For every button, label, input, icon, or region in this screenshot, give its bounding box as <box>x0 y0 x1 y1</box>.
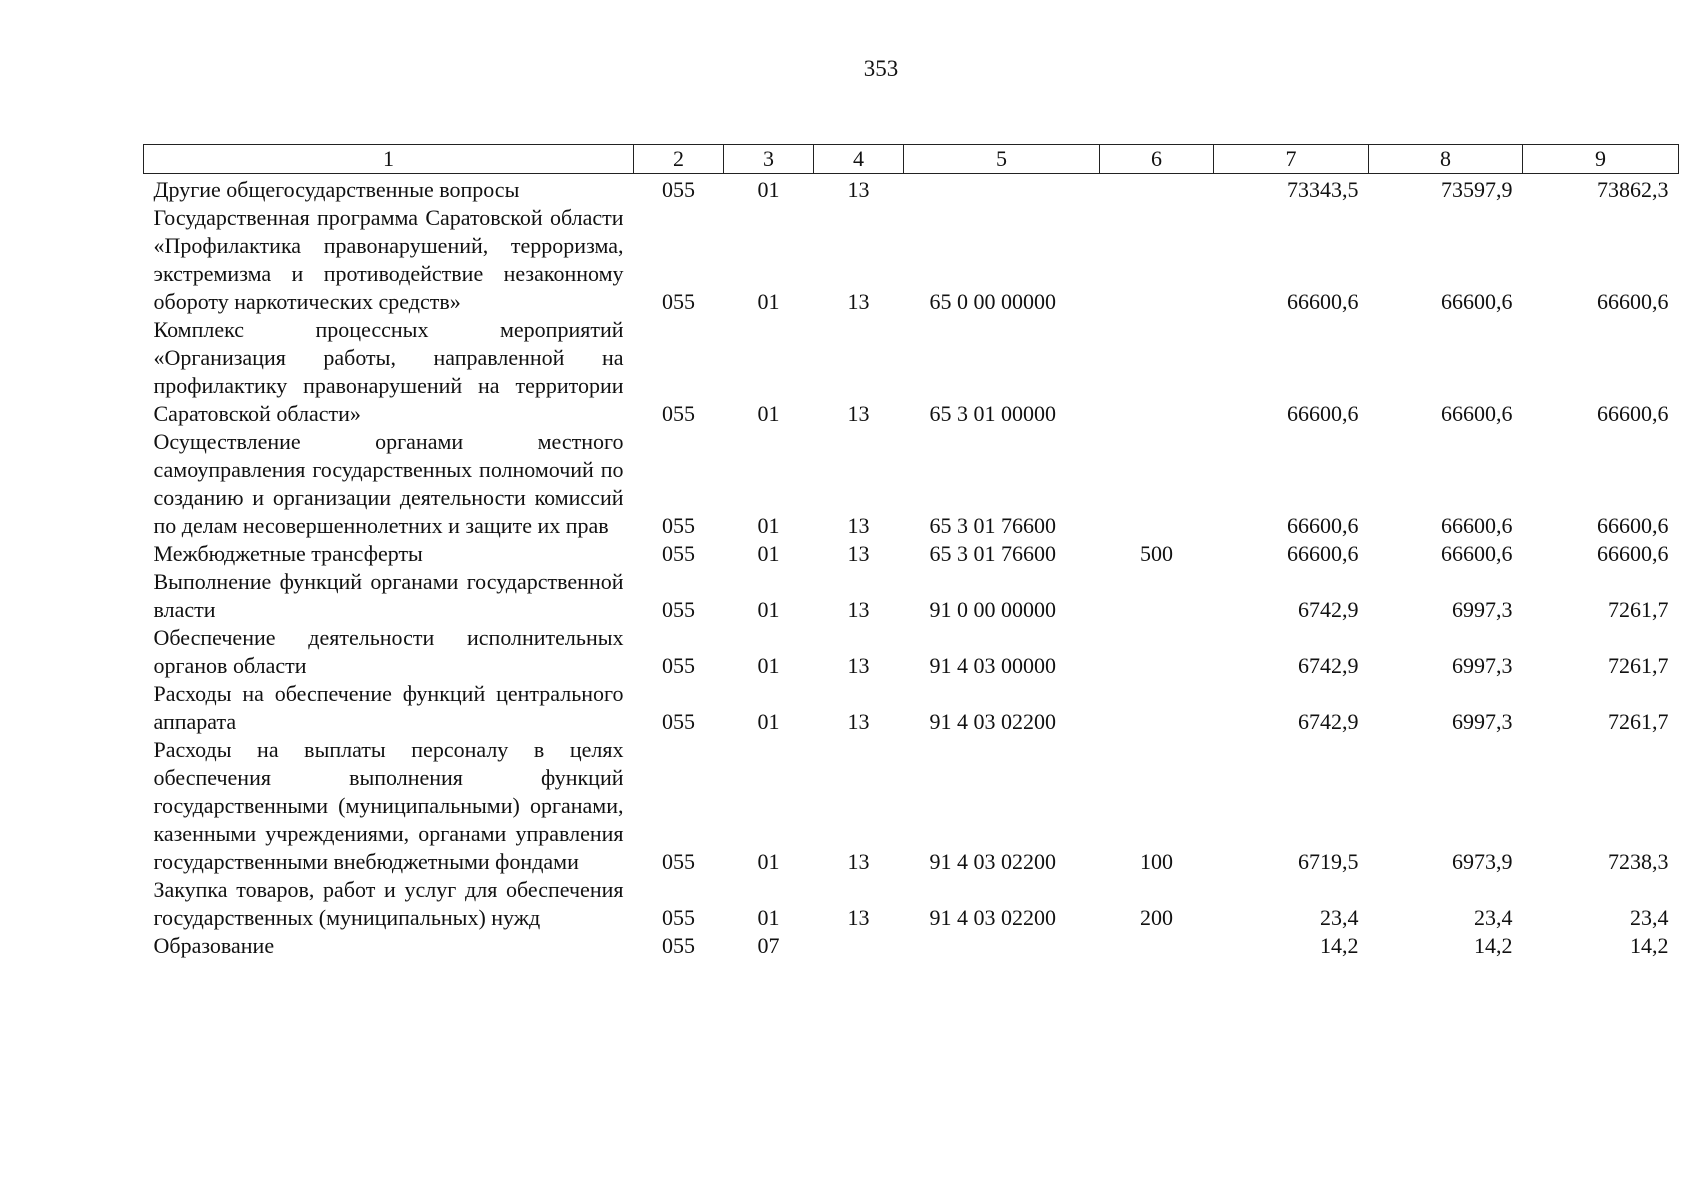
cell-subsection: 13 <box>847 597 870 622</box>
cell-target: 65 3 01 76600 <box>929 541 1056 566</box>
cell-value-1: 6742,9 <box>1298 653 1359 678</box>
cell-value-3: 66600,6 <box>1597 401 1669 426</box>
cell-section: 01 <box>757 905 780 930</box>
cell-code: 055 <box>662 653 695 678</box>
cell-section: 01 <box>757 177 780 202</box>
cell-value-3: 7261,7 <box>1608 653 1669 678</box>
table-row <box>144 316 1679 428</box>
cell-section: 01 <box>757 541 780 566</box>
cell-expense-type <box>1100 428 1214 540</box>
cell-code: 055 <box>662 709 695 734</box>
cell-target: 65 0 00 00000 <box>929 289 1056 314</box>
cell-expense-type <box>1100 680 1214 736</box>
cell-section: 07 <box>757 933 780 958</box>
cell-expense-type <box>1100 624 1214 680</box>
row-name: Комплекс процессных мероприятий «Организация работы, направленной на профилактику правонарушений на территории Саратовской области» <box>153 317 624 426</box>
cell-target: 91 4 03 02200 <box>929 849 1056 874</box>
cell-value-3: 73862,3 <box>1597 177 1669 202</box>
cell-target: 91 4 03 02200 <box>929 905 1056 930</box>
table-row <box>144 540 1679 568</box>
row-name: Осуществление органами местного самоуправления государственных полномочий по созданию и организации деятельности комиссий по делам несовершеннолетних и защите их прав <box>153 429 624 538</box>
column-header: 4 <box>814 145 904 174</box>
cell-value-1: 6719,5 <box>1298 849 1359 874</box>
row-name: Межбюджетные трансферты <box>153 541 423 566</box>
cell-value-2: 66600,6 <box>1441 289 1513 314</box>
cell-value-1: 6742,9 <box>1298 709 1359 734</box>
cell-value-3: 7261,7 <box>1608 709 1669 734</box>
cell-value-2: 6997,3 <box>1452 597 1513 622</box>
cell-value-1: 6742,9 <box>1298 597 1359 622</box>
cell-subsection: 13 <box>847 177 870 202</box>
cell-subsection: 13 <box>847 709 870 734</box>
row-name: Другие общегосударственные вопросы <box>153 177 520 202</box>
cell-section: 01 <box>757 597 780 622</box>
row-name: Выполнение функций органами государственной власти <box>153 569 624 622</box>
cell-subsection: 13 <box>847 541 870 566</box>
table-row <box>144 568 1679 624</box>
table-row <box>144 736 1679 876</box>
cell-subsection: 13 <box>847 289 870 314</box>
column-header: 6 <box>1100 145 1214 174</box>
column-header: 2 <box>634 145 724 174</box>
cell-value-2: 73597,9 <box>1441 177 1513 202</box>
cell-code: 055 <box>662 933 695 958</box>
row-name: Расходы на выплаты персоналу в целях обеспечения выполнения функций государственными (муниципальными) органами, казенными учреждениями, органами управления государственными внебюджетными фондами <box>153 737 624 874</box>
column-header: 1 <box>144 145 634 174</box>
cell-code: 055 <box>662 401 695 426</box>
table-row <box>144 932 1679 960</box>
cell-code: 055 <box>662 849 695 874</box>
row-name: Расходы на обеспечение функций центрального аппарата <box>153 681 624 734</box>
column-header: 7 <box>1214 145 1369 174</box>
cell-target: 91 4 03 02200 <box>929 709 1056 734</box>
table-row <box>144 624 1679 680</box>
cell-value-3: 14,2 <box>1630 933 1669 958</box>
row-name: Закупка товаров, работ и услуг для обеспечения государственных (муниципальных) нужд <box>153 877 624 930</box>
cell-value-2: 66600,6 <box>1441 541 1513 566</box>
column-header: 8 <box>1369 145 1523 174</box>
cell-value-1: 73343,5 <box>1287 177 1359 202</box>
cell-expense-type: 100 <box>1140 849 1173 874</box>
column-header: 5 <box>904 145 1100 174</box>
cell-expense-type: 500 <box>1140 541 1173 566</box>
cell-value-2: 66600,6 <box>1441 513 1513 538</box>
column-header: 9 <box>1523 145 1679 174</box>
row-name: Обеспечение деятельности исполнительных органов области <box>153 625 624 678</box>
cell-section: 01 <box>757 513 780 538</box>
cell-section: 01 <box>757 401 780 426</box>
cell-value-1: 66600,6 <box>1287 289 1359 314</box>
cell-value-3: 66600,6 <box>1597 513 1669 538</box>
cell-value-2: 66600,6 <box>1441 401 1513 426</box>
cell-expense-type: 200 <box>1140 905 1173 930</box>
cell-target: 91 4 03 00000 <box>929 653 1056 678</box>
cell-code: 055 <box>662 541 695 566</box>
table-row <box>144 174 1679 205</box>
table-row <box>144 428 1679 540</box>
cell-value-2: 6973,9 <box>1452 849 1513 874</box>
cell-code: 055 <box>662 289 695 314</box>
cell-value-3: 7261,7 <box>1608 597 1669 622</box>
cell-value-2: 14,2 <box>1474 933 1513 958</box>
cell-expense-type <box>1100 174 1214 205</box>
cell-subsection <box>814 932 904 960</box>
cell-code: 055 <box>662 597 695 622</box>
cell-target <box>904 174 1100 205</box>
budget-table <box>143 144 1679 960</box>
cell-value-1: 23,4 <box>1320 905 1359 930</box>
cell-subsection: 13 <box>847 513 870 538</box>
cell-code: 055 <box>662 905 695 930</box>
cell-target: 65 3 01 76600 <box>929 513 1056 538</box>
cell-section: 01 <box>757 709 780 734</box>
column-header: 3 <box>724 145 814 174</box>
cell-value-2: 6997,3 <box>1452 653 1513 678</box>
cell-value-3: 66600,6 <box>1597 289 1669 314</box>
cell-target <box>904 932 1100 960</box>
row-name: Образование <box>153 933 275 958</box>
cell-expense-type <box>1100 204 1214 316</box>
header-row <box>144 145 1679 174</box>
cell-section: 01 <box>757 653 780 678</box>
cell-value-3: 23,4 <box>1630 905 1669 930</box>
row-name: Государственная программа Саратовской области «Профилактика правонарушений, терроризма, экстремизма и противодействие незаконному обороту наркотических средств» <box>153 205 624 314</box>
cell-value-2: 6997,3 <box>1452 709 1513 734</box>
cell-code: 055 <box>662 513 695 538</box>
cell-value-1: 66600,6 <box>1287 541 1359 566</box>
cell-value-1: 14,2 <box>1320 933 1359 958</box>
table-row <box>144 204 1679 316</box>
cell-expense-type <box>1100 932 1214 960</box>
cell-section: 01 <box>757 289 780 314</box>
cell-target: 65 3 01 00000 <box>929 401 1056 426</box>
cell-expense-type <box>1100 568 1214 624</box>
cell-value-2: 23,4 <box>1474 905 1513 930</box>
table-row <box>144 876 1679 932</box>
cell-code: 055 <box>662 177 695 202</box>
cell-value-3: 66600,6 <box>1597 541 1669 566</box>
cell-expense-type <box>1100 316 1214 428</box>
page-number: 353 <box>863 56 899 81</box>
cell-value-3: 7238,3 <box>1608 849 1669 874</box>
cell-section: 01 <box>757 849 780 874</box>
cell-subsection: 13 <box>847 653 870 678</box>
table-row <box>144 680 1679 736</box>
cell-value-1: 66600,6 <box>1287 513 1359 538</box>
cell-subsection: 13 <box>847 401 870 426</box>
cell-subsection: 13 <box>847 849 870 874</box>
cell-value-1: 66600,6 <box>1287 401 1359 426</box>
cell-subsection: 13 <box>847 905 870 930</box>
cell-target: 91 0 00 00000 <box>929 597 1056 622</box>
